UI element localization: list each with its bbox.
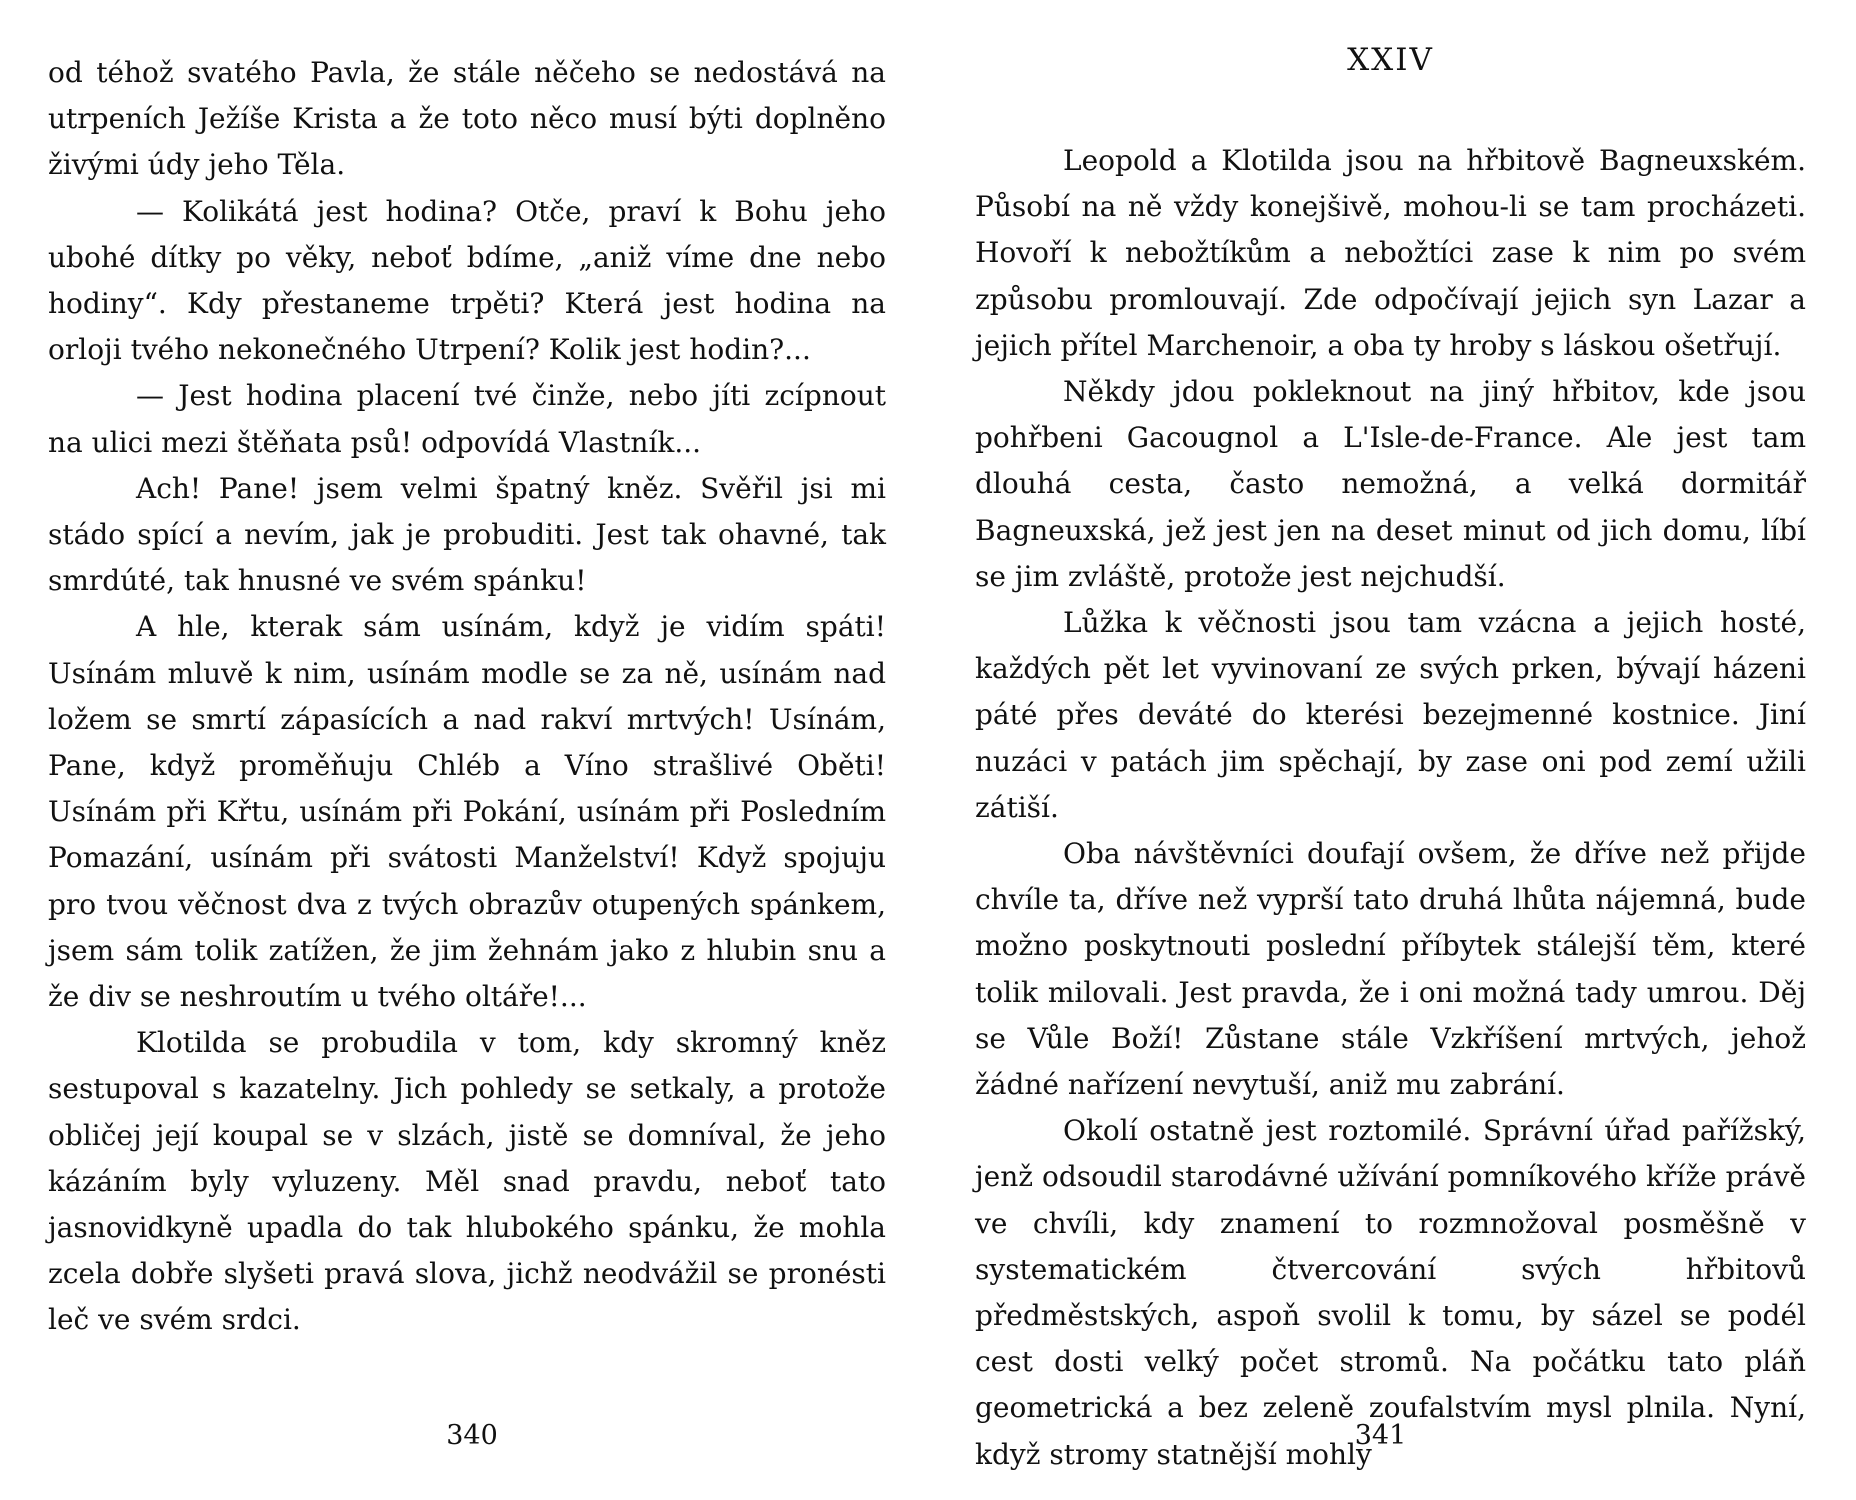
chapter-heading: XXIV bbox=[1347, 42, 1434, 78]
left-page-text bbox=[48, 50, 886, 1344]
paragraph: Leopold a Klotilda jsou na hřbitově Bagneuxském. Působí na ně vždy konejšivě, mohou-li se tam procházeti. Hovoří k nebožtíkům a nebožtíci zase k nim po svém způsobu promlouvají. Zde odpočívají jejich syn Lazar a jejich přítel Marchenoir, a oba ty hroby s láskou ošetřují. bbox=[975, 144, 1806, 362]
page-number: 341 bbox=[1354, 1420, 1407, 1451]
page-number: 340 bbox=[446, 1420, 498, 1451]
left-page bbox=[48, 0, 886, 1500]
paragraph: Někdy jdou pokleknout na jiný hřbitov, kde jsou pohřbeni Gacougnol a L'Isle-de-France. Ale jest tam dlouhá cesta, často nemožná, a velká dormitář Bagneuxská, jež jest jen na deset minut od jich domu, líbí se jim zvláště, protože jest nejchudší. bbox=[975, 375, 1806, 593]
paragraph: od téhož svatého Pavla, že stále něčeho se nedostává na utrpeních Ježíše Krista a že toto něco musí býti doplněno živými údy jeho Těla. bbox=[48, 56, 886, 182]
paragraph: Ach! Pane! jsem velmi špatný kněz. Svěřil jsi mi stádo spící a nevím, jak je probuditi. Jest tak ohavné, tak smrdúté, tak hnusné ve svém spánku! bbox=[48, 471, 886, 598]
paragraph: Oba návštěvníci doufají ovšem, že dříve než přijde chvíle ta, dříve než vyprší tato druhá lhůta nájemná, bude možno poskytnouti poslední příbytek stálejší těm, které tolik milovali. Jest pravda, že i oni možná tady umrou. Děj se Vůle Boží! Zůstane stále Vzkříšení mrtvých, jehož žádné nařízení nevytuší, aniž mu zabrání. bbox=[975, 837, 1806, 1102]
paragraph: — Jest hodina placení tvé činže, nebo jíti zcípnout na ulici mezi štěňata psů! odpovídá Vlastník... bbox=[48, 379, 886, 459]
right-page bbox=[975, 0, 1806, 1500]
paragraph: Lůžka k věčnosti jsou tam vzácna a jejich hosté, každých pět let vyvinovaní ze svých prken, bývají házeni páté přes deváté do kterési bezejmenné kostnice. Jiní nuzáci v patách jim spěchají, by zase oni pod zemí užili zátiší. bbox=[975, 606, 1806, 824]
paragraph: — Kolikátá jest hodina? Otče, praví k Bohu jeho ubohé dítky po věky, neboť bdíme, „aniž víme dne nebo hodiny“. Kdy přestaneme trpěti? Která jest hodina na orloji tvého nekonečného Utrpení? Kolik jest hodin?... bbox=[48, 194, 886, 367]
paragraph: Klotilda se probudila v tom, kdy skromný kněz sestupoval s kazatelny. Jich pohledy se setkaly, a protože obličej její koupal se v slzách, jistě se domníval, že jeho kázáním byly vyluzeny. Měl snad pravdu, neboť tato jasnovidkyně upadla do tak hlubokého spánku, že mohla zcela dobře slyšeti pravá slova, jichž neodvážil se pronésti leč ve svém srdci. bbox=[48, 1026, 886, 1337]
paragraph: Okolí ostatně jest roztomilé. Správní úřad pařížský, jenž odsoudil starodávné užívání pomníkového kříže právě ve chvíli, kdy znamení to rozmnožoval posměšně v systematickém čtvercování svých hřbitovů předměstských, aspoň svolil k tomu, by sázel se podél cest dosti velký počet stromů. Na počátku tato pláň geometrická a bez zeleně zoufalstvím mysl plnila. Nyní, když stromy statnější mohly bbox=[975, 1114, 1806, 1471]
paragraph: A hle, kterak sám usínám, když je vidím spáti! Usínám mluvě k nim, usínám modle se za ně, usínám nad ložem se smrtí zápasících a nad rakví mrtvých! Usínám, Pane, když proměňuju Chléb a Víno strašlivé Oběti! Usínám při Křtu, usínám při Pokání, usínám při Posledním Pomazání, usínám při svátosti Manželství! Když spojuju pro tvou věčnost dva z tvých obrazův otupených spánkem, jsem sám tolik zatížen, že jim žehnám jako z hlubin snu a že div se neshroutím u tvého oltáře!... bbox=[48, 610, 886, 1014]
right-page-text bbox=[975, 138, 1806, 1478]
